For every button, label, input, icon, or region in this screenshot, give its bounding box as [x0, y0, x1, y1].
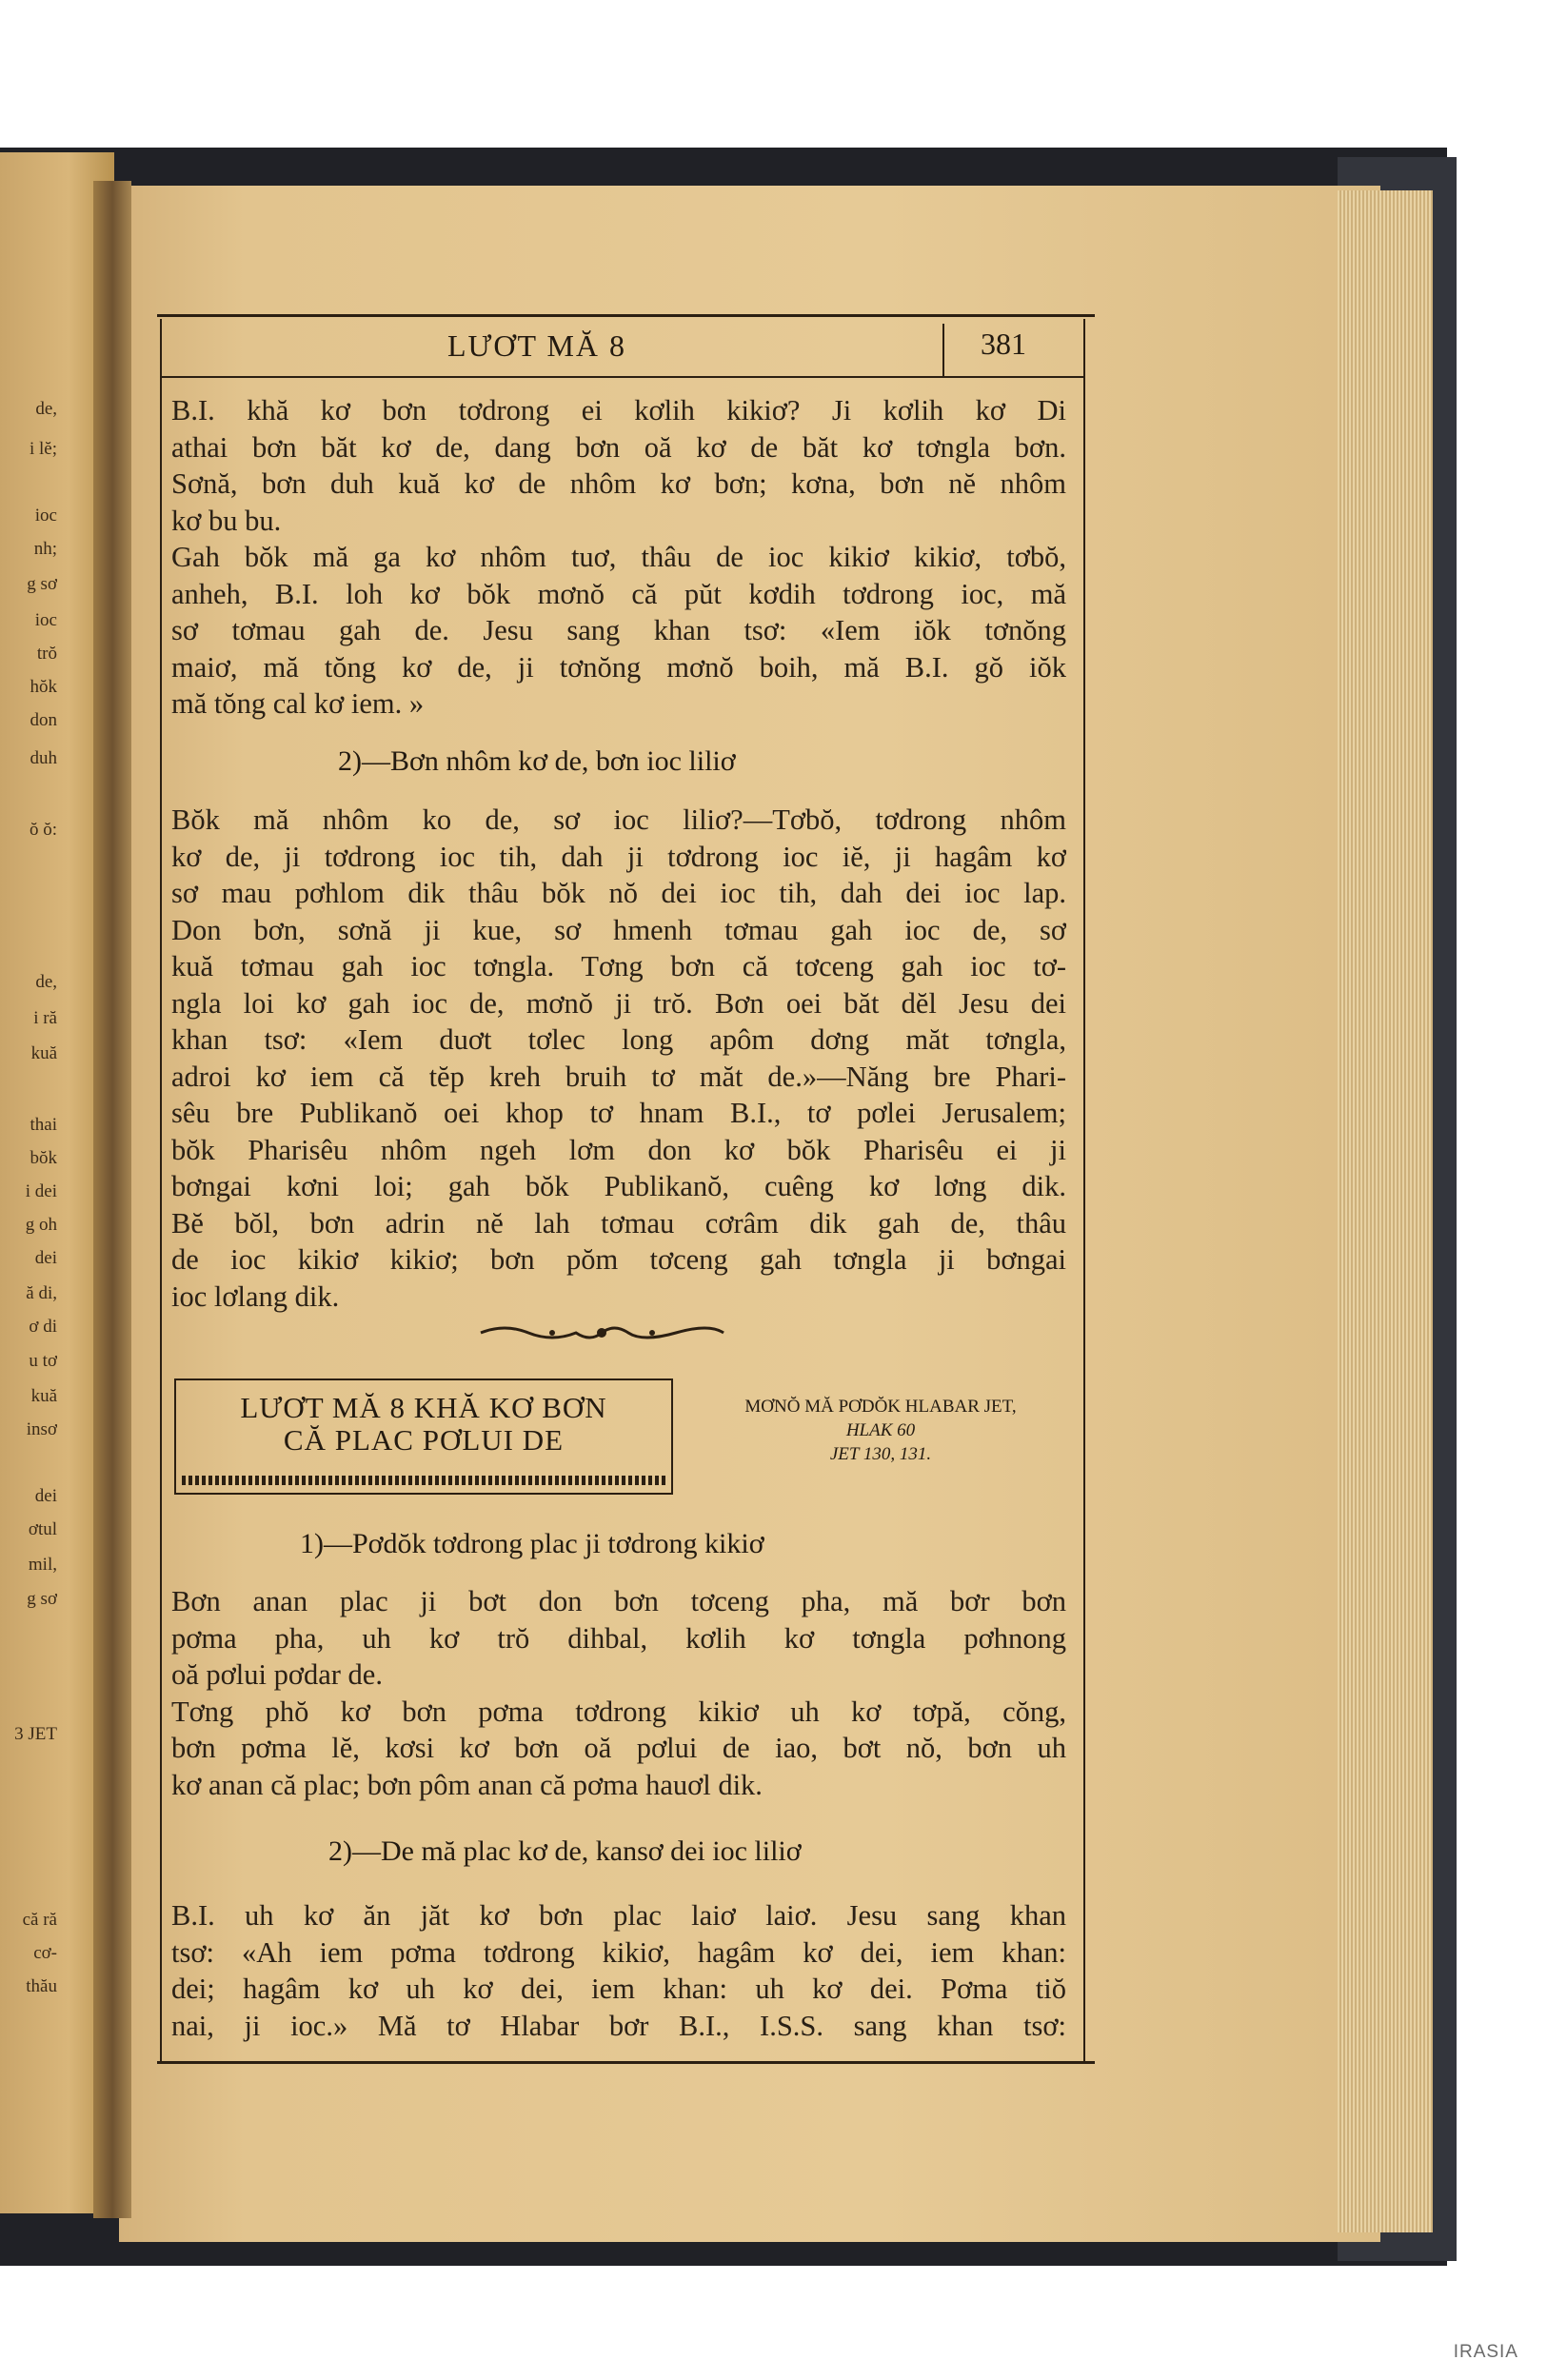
left-page-fragment: dei [34, 1248, 57, 1268]
chapter-title-line-1: LƯƠT MĂ 8 KHĂ KƠ BƠN [240, 1391, 607, 1424]
page-number: 381 [981, 327, 1026, 361]
text-line: B.I. uh kơ ăn jăt kơ bơn plac laiơ laiơ. Jesu sang khan [171, 1899, 1066, 1932]
paragraph-block-1 [171, 392, 1066, 723]
text-line: oă pơlui pơdar de. [171, 1658, 383, 1691]
paragraph-block-4 [171, 1897, 1066, 2044]
left-page-fragment: duh [30, 748, 57, 768]
left-page-fragment: kuă [30, 1043, 57, 1063]
left-page-fragment: don [30, 710, 57, 730]
book-gutter [93, 181, 131, 2218]
text-line: Bŏk mă nhôm ko de, sơ ioc liliơ?—Tơbŏ, tơdrong nhôm [171, 803, 1066, 836]
text-line: anheh, B.I. loh kơ bŏk mơnŏ că pŭt kơdih tơdrong ioc, mă [171, 577, 1066, 610]
left-page-fragment: g oh [25, 1215, 57, 1235]
reference-line-3: JET 130, 131. [829, 1444, 932, 1464]
left-page-fragment: kuă [30, 1386, 57, 1406]
left-page-fragment: g sơ [27, 574, 57, 594]
left-page-fragment: i lĕ; [29, 439, 57, 459]
running-title: LƯƠT MĂ 8 [447, 328, 627, 363]
header-top-rule [157, 314, 1095, 317]
section-heading-2: 1)—Pơdŏk tơdrong plac ji tơdrong kikiơ [300, 1528, 764, 1559]
text-line: kơ bu bu. [171, 504, 282, 537]
left-page-fragment: ioc [34, 506, 57, 526]
left-page-fragment: ioc [34, 610, 57, 630]
text-line: tsơ: «Ah iem pơma tơdrong kikiơ, hagâm kơ dei, iem khan: [171, 1935, 1066, 1969]
chapter-title-line-2: CĂ PLAC PƠLUI DE [283, 1423, 565, 1457]
text-line: bơngai kơni loi; gah bŏk Publikanŏ, cuêng kơ lơng dik. [171, 1170, 1066, 1202]
reference-line-2: HLAK 60 [845, 1420, 916, 1440]
text-line: bơn pơma lĕ, kơsi kơ bơn oă pơlui de iao, bơt nŏ, bơn uh [171, 1732, 1066, 1764]
text-line: kuă tơmau gah ioc tơngla. Tơng bơn că tơceng gah ioc tơ- [171, 950, 1066, 982]
left-page-fragment: i ră [33, 1008, 57, 1028]
left-page-fragment: că ră [22, 1910, 57, 1930]
section-heading-1: 2)—Bơn nhôm kơ de, bơn ioc liliơ [338, 745, 736, 777]
page-edges [1338, 190, 1433, 2232]
text-line: ngla loi kơ gah ioc de, mơnŏ ji trŏ. Bơn oei băt dĕl Jesu dei [171, 986, 1066, 1020]
left-page-fragment: 3 JET [14, 1724, 57, 1744]
footer-rule [157, 2061, 1095, 2064]
left-page-fragment: u tơ [29, 1351, 57, 1371]
right-margin-rule [1083, 319, 1085, 2061]
left-page-fragment: dei [34, 1486, 57, 1506]
left-page-fragment: g sơ [27, 1589, 57, 1609]
left-page-fragment: thău [26, 1976, 57, 1996]
text-line: de ioc kikiơ kikiơ; bơn pŏm tơceng gah tơngla ji bơngai [171, 1243, 1066, 1276]
text-line: bŏk Pharisêu nhôm ngeh lơm don kơ bŏk Pharisêu ei ji [171, 1133, 1066, 1166]
left-page-fragment: ŏ ŏ: [29, 820, 57, 840]
left-page-fragment: i dei [25, 1181, 57, 1201]
text-line: sơ tơmau gah de. Jesu sang khan tsơ: «Iem iŏk tơnŏng [171, 614, 1066, 646]
left-page-fragment: insơ [26, 1419, 57, 1439]
left-page-fragment: hŏk [30, 677, 57, 697]
chapter-title-box [174, 1378, 673, 1495]
ornament-divider [476, 1319, 728, 1347]
reference-line-1: MƠNŎ MĂ PƠDŎK HLABAR JET, [744, 1397, 1017, 1417]
text-line: khan tsơ: «Iem duơt tơlec long apôm dơng măt tơngla, [171, 1023, 1066, 1056]
left-page-fragment: ơtul [28, 1519, 57, 1539]
text-line: nai, ji ioc.» Mă tơ Hlabar bơr B.I., I.S.S. sang khan tsơ: [171, 2009, 1066, 2042]
text-line: Gah bŏk mă ga kơ nhôm tuơ, thâu de ioc kikiơ kikiơ, tơbŏ, [171, 541, 1066, 573]
text-line: Bĕ bŏl, bơn adrin nĕ lah tơmau cơrâm dik gah de, thâu [171, 1206, 1066, 1240]
left-page-fragment: ơ di [29, 1317, 57, 1337]
text-line: kơ anan că plac; bơn pôm anan că pơma hauơl dik. [171, 1768, 763, 1801]
left-page-fragment: cơ- [33, 1943, 57, 1963]
text-line: B.I. khă kơ bơn tơdrong ei kơlih kikiơ? Ji kơlih kơ Di [171, 394, 1066, 426]
text-line: sêu bre Publikanŏ oei khop tơ hnam B.I., tơ pơlei Jerusalem; [171, 1097, 1066, 1129]
left-page-fragment: de, [35, 972, 57, 992]
text-line: ioc lơlang dik. [171, 1279, 340, 1313]
text-line: maiơ, mă tŏng kơ de, ji tơnŏng mơnŏ boih, mă B.I. gŏ iŏk [171, 650, 1066, 684]
text-line: Tơng phŏ kơ bơn pơma tơdrong kikiơ uh kơ tơpă, cŏng, [171, 1695, 1066, 1728]
left-page-fragment: ă di, [26, 1283, 57, 1303]
left-page-fragment: bŏk [30, 1148, 57, 1168]
header-divider [942, 324, 944, 376]
paragraph-block-3 [171, 1583, 1066, 1803]
text-line: pơma pha, uh kơ trŏ dihbal, kơlih kơ tơngla pơhnong [171, 1621, 1066, 1655]
text-line: kơ de, ji tơdrong ioc tih, dah ji tơdrong ioc iĕ, ji hagâm kơ [171, 840, 1066, 873]
scripture-reference [685, 1395, 1076, 1466]
left-page-fragment: mil, [28, 1555, 57, 1575]
header-bottom-rule [162, 376, 1085, 378]
left-page-fragment: de, [35, 399, 57, 419]
left-page-fragment: trŏ [36, 644, 57, 664]
watermark: IRASIA [1453, 2342, 1518, 2362]
section-heading-3: 2)—De mă plac kơ de, kansơ dei ioc liliơ [328, 1835, 802, 1867]
text-line: adroi kơ iem că tĕp kreh bruih tơ măt de.»—Năng bre Phari- [171, 1060, 1066, 1093]
left-margin-rule [160, 319, 162, 2061]
text-line: Sơnă, bơn duh kuă kơ de nhôm kơ bơn; kơna, bơn nĕ nhôm [171, 467, 1066, 500]
decorative-hatch [182, 1476, 665, 1485]
left-page-fragment: nh; [33, 539, 57, 559]
text-line: athai bơn băt kơ de, dang bơn oă kơ de băt kơ tơngla bơn. [171, 430, 1066, 464]
text-line: Don bơn, sơnă ji kue, sơ hmenh tơmau gah ioc de, sơ [171, 913, 1066, 946]
left-page-fragment: thai [30, 1115, 57, 1135]
text-line: mă tŏng cal kơ iem. » [171, 687, 425, 720]
text-line: sơ mau pơhlom dik thâu bŏk nŏ dei ioc tih, dah dei ioc lap. [171, 877, 1066, 909]
text-line: Bơn anan plac ji bơt don bơn tơceng pha, mă bơr bơn [171, 1585, 1066, 1617]
paragraph-block-2 [171, 802, 1066, 1315]
text-line: dei; hagâm kơ uh kơ dei, iem khan: uh kơ dei. Pơma tiŏ [171, 1973, 1066, 2005]
